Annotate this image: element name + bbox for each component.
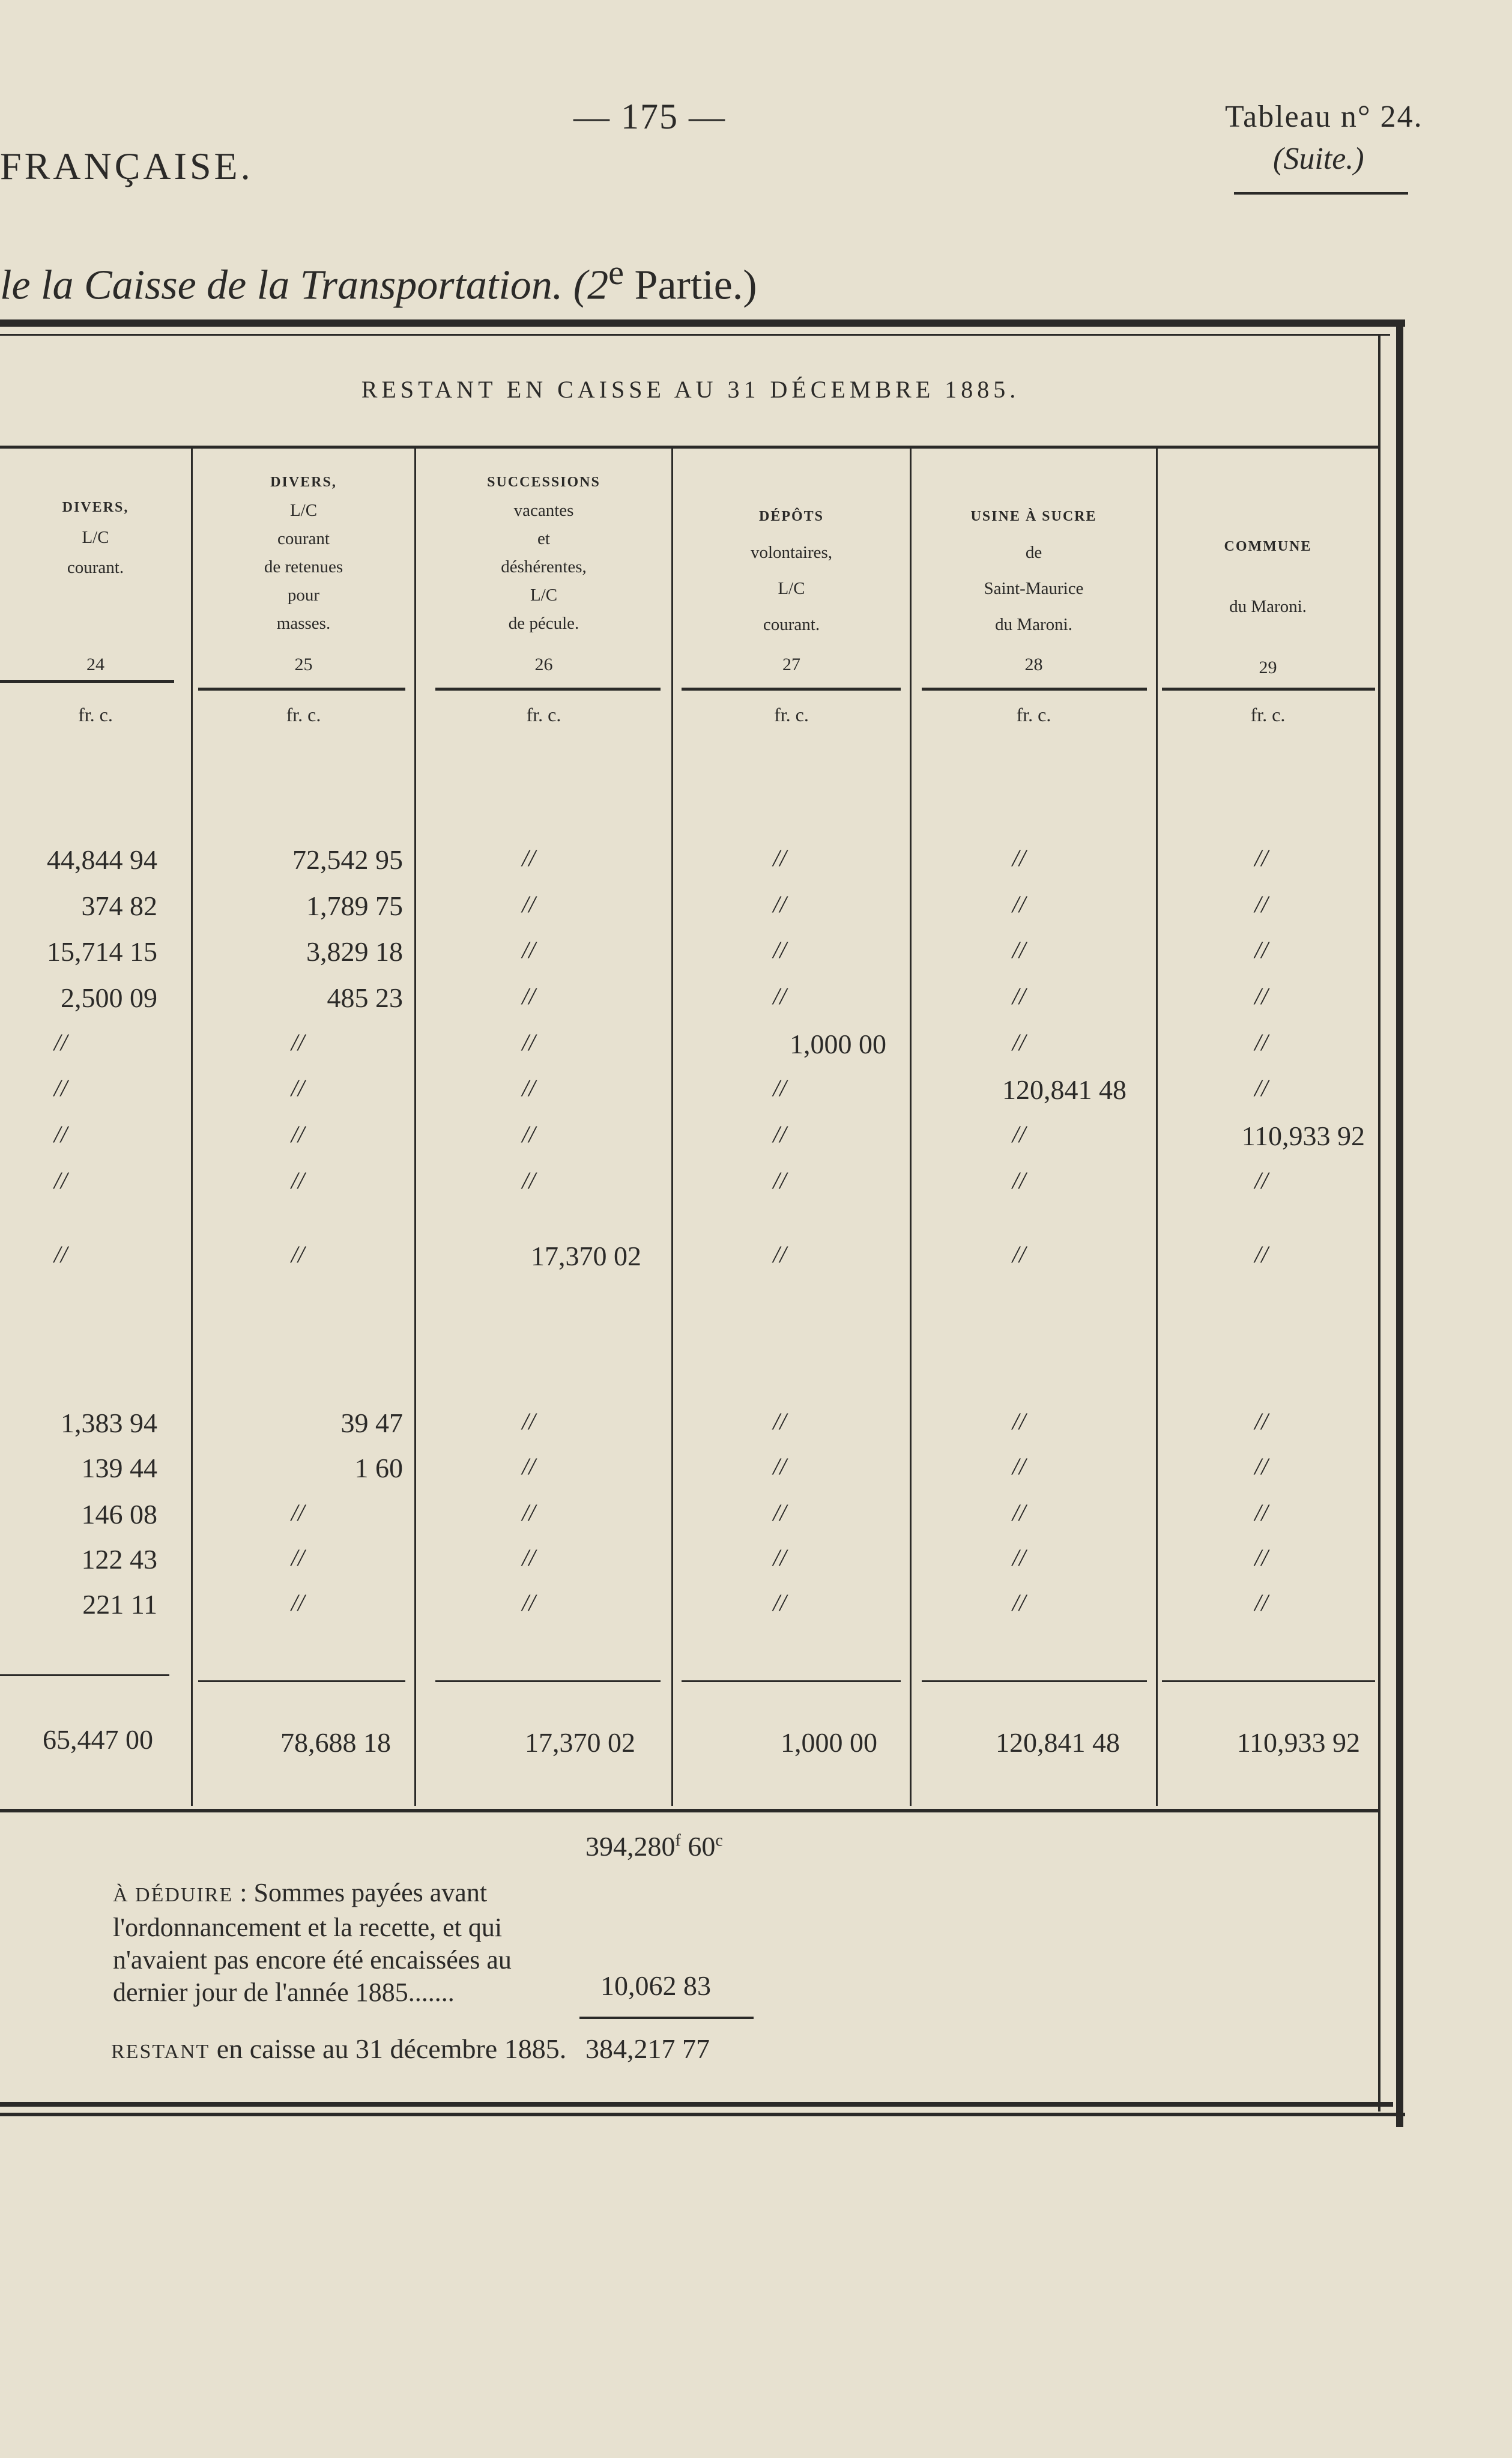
- table-cell: //: [522, 1544, 536, 1571]
- unit-label: fr. c.: [1016, 704, 1051, 725]
- table-cell: //: [773, 844, 787, 871]
- column-number-rule: [0, 680, 174, 683]
- table-cell: //: [1012, 891, 1026, 918]
- table-cell: //: [522, 891, 536, 918]
- table-cell: //: [1012, 1499, 1026, 1526]
- table-cell: //: [291, 1589, 305, 1616]
- table-cell: //: [773, 1121, 787, 1148]
- table-cell: 146 08: [81, 1499, 157, 1530]
- table-cell: //: [522, 1589, 536, 1616]
- table-cell: //: [1254, 936, 1268, 963]
- table-cell: //: [522, 1121, 536, 1148]
- table-cell: //: [522, 982, 536, 1010]
- table-cell: //: [53, 1121, 68, 1148]
- table-cell: //: [1012, 982, 1026, 1010]
- table-cell: //: [53, 1029, 68, 1056]
- table-cell: //: [522, 1499, 536, 1526]
- total-cell: 17,370 02: [525, 1727, 635, 1758]
- table-cell: //: [522, 1074, 536, 1101]
- table-cell: //: [773, 1589, 787, 1616]
- table-cell: //: [773, 1453, 787, 1480]
- table-cell: //: [1254, 1453, 1268, 1480]
- frame-right-rule: [1396, 319, 1403, 2127]
- table-cell: 15,714 15: [47, 936, 157, 967]
- frame-inner-top-rule: [0, 334, 1390, 336]
- table-cell: 139 44: [81, 1453, 157, 1483]
- suite-label: (Suite.): [1273, 142, 1364, 176]
- unit-label: fr. c.: [774, 704, 809, 725]
- table-cell: //: [1012, 1167, 1026, 1194]
- total-cell: 1,000 00: [781, 1727, 877, 1758]
- table-cell: //: [522, 1029, 536, 1056]
- table-cell: //: [1254, 891, 1268, 918]
- table-cell: //: [1012, 844, 1026, 871]
- table-cell: //: [1012, 1589, 1026, 1616]
- suite-rule: [1234, 192, 1408, 195]
- table-cell: //: [773, 1167, 787, 1194]
- table-cell: //: [1254, 1544, 1268, 1571]
- page-subtitle: le la Caisse de la Transportation. (2e Partie.): [0, 253, 757, 309]
- total-cell: 110,933 92: [1236, 1727, 1360, 1758]
- table-cell: //: [291, 1029, 305, 1056]
- header-rule: [0, 446, 1378, 449]
- table-cell: //: [291, 1241, 305, 1268]
- column-header-28: USINE À SUCRE de Saint-Maurice du Maroni. 28: [970, 509, 1097, 674]
- total-rule: [435, 1680, 661, 1682]
- table-cell: 120,841 48: [1002, 1074, 1126, 1105]
- table-cell: 39 47: [340, 1408, 403, 1438]
- table-cell: //: [773, 1074, 787, 1101]
- table-cell: 1,000 00: [790, 1029, 886, 1059]
- total-rule: [1162, 1680, 1375, 1682]
- table-cell: //: [773, 891, 787, 918]
- table-cell: //: [291, 1544, 305, 1571]
- page-number: — 175 —: [573, 97, 726, 136]
- table-cell: //: [1254, 982, 1268, 1010]
- table-cell: //: [773, 982, 787, 1010]
- table-cell: //: [1254, 1408, 1268, 1435]
- column-header-29: COMMUNE du Maroni. 29: [1224, 539, 1312, 677]
- unit-label: fr. c.: [78, 704, 113, 725]
- column-number-rule: [198, 688, 405, 691]
- table-cell: //: [1012, 1453, 1026, 1480]
- table-cell: 110,933 92: [1241, 1121, 1365, 1151]
- table-cell: //: [1012, 1029, 1026, 1056]
- rest-value: 384,217 77: [585, 2033, 710, 2064]
- table-cell: //: [773, 1544, 787, 1571]
- grand-total: 394,280$^f$ 60$^c$: [585, 1831, 723, 1862]
- table-cell: //: [773, 1499, 787, 1526]
- table-cell: //: [53, 1074, 68, 1101]
- table-cell: 1 60: [354, 1453, 403, 1483]
- frame-top-rule: [0, 319, 1405, 327]
- table-cell: 2,500 09: [61, 982, 157, 1013]
- table-cell: 1,789 75: [306, 891, 403, 921]
- table-cell: //: [1012, 1544, 1026, 1571]
- unit-label: fr. c.: [1250, 704, 1286, 725]
- table-cell: //: [291, 1167, 305, 1194]
- table-cell: //: [1012, 936, 1026, 963]
- table-cell: //: [522, 936, 536, 963]
- deduct-text: À DÉDUIRE : Sommes payées avant l'ordonnancement et la recette, et qui n'avaient pas encore été encaissées au dernier jour de l'année 1885.......: [113, 1878, 512, 2007]
- table-cell: //: [1012, 1408, 1026, 1435]
- table-cell: 1,383 94: [61, 1408, 157, 1438]
- table-cell: //: [1254, 1241, 1268, 1268]
- column-header-27: DÉPÔTS volontaires, L/C courant. 27: [750, 509, 833, 674]
- total-cell: 65,447 00: [43, 1724, 153, 1755]
- column-header-26: SUCCESSIONS vacantes et déshérentes, L/C de pécule. 26: [487, 474, 600, 674]
- table-cell: 122 43: [81, 1544, 157, 1575]
- unit-label: fr. c.: [286, 704, 321, 725]
- table-cell: //: [773, 1408, 787, 1435]
- column-number-rule: [435, 688, 661, 691]
- table-cell: //: [1254, 1589, 1268, 1616]
- table-cell: 44,844 94: [47, 844, 157, 875]
- frame-bottom-rule-2: [0, 2113, 1405, 2116]
- totals-bottom-rule: [0, 1809, 1378, 1812]
- tableau-number: Tableau n° 24.: [1225, 100, 1423, 134]
- table-cell: //: [1012, 1241, 1026, 1268]
- table-cell: 221 11: [82, 1589, 157, 1620]
- unit-label: fr. c.: [526, 704, 561, 725]
- table-cell: //: [291, 1074, 305, 1101]
- table-cell: //: [291, 1499, 305, 1526]
- rest-label: RESTANT en caisse au 31 décembre 1885.: [111, 2033, 567, 2064]
- total-rule: [922, 1680, 1147, 1682]
- deduct-rule: [579, 2017, 754, 2019]
- section-title: RESTANT EN CAISSE AU 31 DÉCEMBRE 1885.: [361, 376, 1020, 403]
- table-cell: 17,370 02: [531, 1241, 641, 1271]
- frame-bottom-rule: [0, 2102, 1393, 2107]
- table-cell: //: [53, 1167, 68, 1194]
- deduct-value: 10,062 83: [600, 1970, 711, 2001]
- total-rule: [198, 1680, 405, 1682]
- column-number-rule: [682, 688, 901, 691]
- total-cell: 78,688 18: [280, 1727, 391, 1758]
- total-cell: 120,841 48: [996, 1727, 1120, 1758]
- column-header-25: DIVERS, L/C courant de retenues pour masses. 25: [264, 474, 343, 674]
- table-cell: //: [522, 1408, 536, 1435]
- table-cell: //: [773, 936, 787, 963]
- table-cell: //: [773, 1241, 787, 1268]
- table-cell: //: [53, 1241, 68, 1268]
- table-cell: //: [522, 1453, 536, 1480]
- column-number-rule: [922, 688, 1147, 691]
- table-cell: 72,542 95: [292, 844, 403, 875]
- table-cell: //: [1254, 1167, 1268, 1194]
- total-rule: [682, 1680, 901, 1682]
- table-cell: //: [291, 1121, 305, 1148]
- table-cell: //: [522, 844, 536, 871]
- table-cell: //: [1254, 1074, 1268, 1101]
- table-cell: //: [1012, 1121, 1026, 1148]
- table-cell: //: [1254, 1499, 1268, 1526]
- table-cell: 3,829 18: [306, 936, 403, 967]
- frame-inner-right-rule: [1378, 334, 1380, 2111]
- table-cell: //: [522, 1167, 536, 1194]
- header-left-title: FRANÇAISE.: [0, 145, 253, 187]
- table-cell: 374 82: [81, 891, 157, 921]
- table-cell: //: [1254, 1029, 1268, 1056]
- column-number-rule: [1162, 688, 1375, 691]
- column-header-24: DIVERS, L/C courant. 24: [62, 500, 129, 674]
- total-rule: [0, 1674, 169, 1676]
- table-cell: 485 23: [327, 982, 403, 1013]
- table-cell: //: [1254, 844, 1268, 871]
